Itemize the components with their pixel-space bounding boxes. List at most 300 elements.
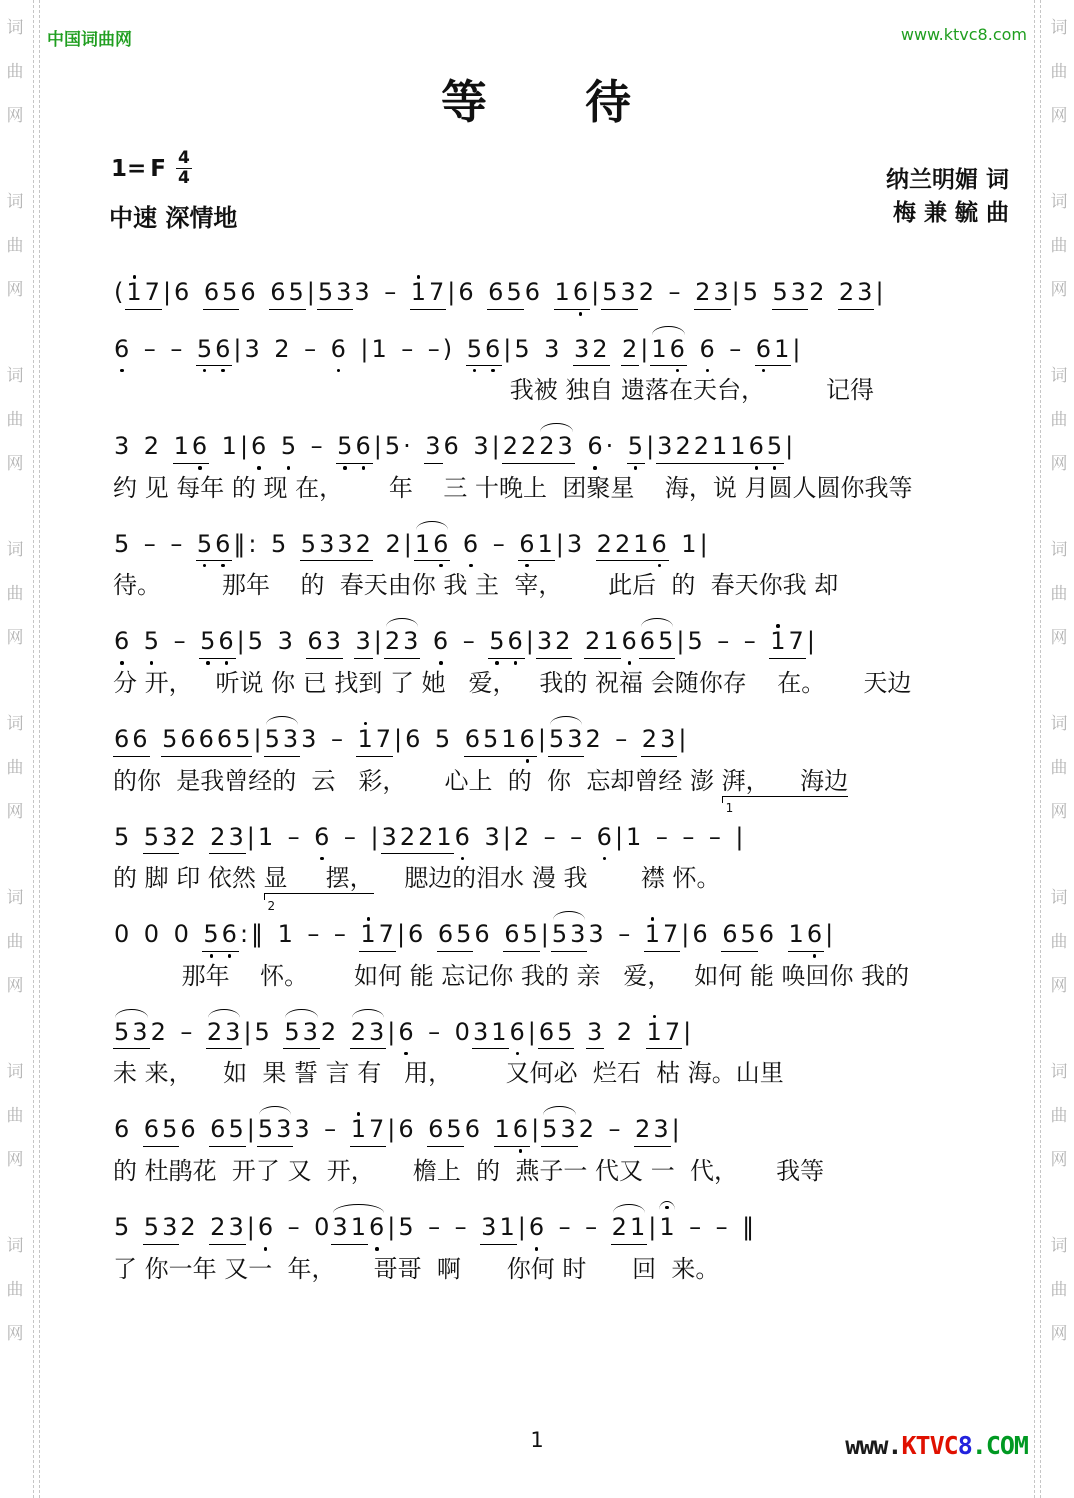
beam-group [427,1116,464,1147]
beam-group [206,1019,243,1050]
music-note: | [825,920,835,949]
music-line [113,906,971,952]
page-number: 1 [530,1428,544,1452]
music-note: 6 [462,529,480,558]
beam-group [356,726,393,757]
music-note: 3 [473,432,490,461]
site-url: www.ktvc8.com [900,25,1027,44]
beam-group [198,726,235,757]
watermark-char: 词 [1050,1062,1068,1082]
beam-group [639,628,676,659]
music-note: 5 [203,920,220,949]
slur-group [264,725,301,757]
music-note: 3 [337,529,354,558]
music-note: 1 [357,724,374,753]
music-note: | [731,278,741,306]
watermark-char: 词 [1050,540,1068,560]
music-note: 1 [712,432,729,461]
music-note: 5 [542,1115,559,1144]
music-note: – [618,920,632,949]
music-note: – [715,1212,729,1241]
music-note: 5 [114,1212,131,1241]
music-note: 0 [454,1017,471,1046]
music-note: – [330,724,344,753]
score-meta [45,150,1029,260]
music-note: – [428,1212,442,1241]
music-note: – [343,822,357,851]
music-note: 3 [162,1212,179,1241]
music-note: 3 [301,724,318,753]
beam-group [584,628,621,659]
music-note: 5 [337,432,354,461]
beam-group [772,279,809,310]
music-note: 1 [126,278,143,306]
music-note: 2 [143,432,161,461]
music-note: | [503,334,513,363]
beam-group [611,1214,648,1245]
music-note: | [525,627,535,656]
lyrics-segment: 了 你一年 又一 年， 哥哥 啊 你何 时 回 来。 [113,1254,720,1283]
music-note: 6 [408,920,425,949]
music-note: 3 [570,920,587,949]
key-letter: F [150,155,166,182]
music-note: – [324,1115,338,1144]
song-title: 等 待 [441,75,633,129]
watermark-char: 词 [6,1236,24,1256]
music-note: 1 [501,724,518,753]
music-note: | [699,529,709,558]
score-system [113,711,971,798]
music-note: 3 [368,1017,386,1046]
watermark-char: 词 [6,366,24,386]
music-note: – [143,529,157,558]
watermark-char: 词 [6,1062,24,1082]
music-note: 5 [482,724,500,753]
beam-group [500,726,537,757]
beam-group [548,726,585,757]
music-note: 1 [554,278,571,306]
lyrics-line [113,1156,971,1188]
music-note: | [233,334,243,363]
music-note: – [570,822,584,851]
music-note: – [310,432,324,461]
music-note: – [492,529,506,558]
music-note: 3 [566,529,584,558]
music-note: | [678,724,688,753]
music-note: 0 [114,920,131,949]
music-note: | [537,724,547,753]
music-note: 3 [332,1212,349,1241]
watermark-char: 曲 [6,1106,24,1126]
music-note: 1 [633,529,650,558]
beam-group [641,726,678,757]
beam-group [199,628,236,659]
music-note: 3 [557,432,574,461]
left-dashed-line [33,0,34,1498]
music-note: 1 [491,1017,508,1046]
music-note: | [640,334,650,363]
music-note: 2 [206,1017,224,1046]
beam-group [209,824,246,855]
watermark-group [0,528,30,660]
watermark-group [0,180,30,312]
beam-group [359,921,396,952]
beam-group [381,824,418,855]
music-note: 2 [418,822,435,851]
music-note: – [689,1212,703,1241]
music-note: 6 [758,920,776,949]
music-note: 6 [519,724,536,753]
music-note: 1 [360,920,377,949]
music-note: 5 [456,920,473,949]
music-note: 7 [375,724,393,753]
music-note: 2 [210,822,227,851]
lyrics-line [113,766,971,798]
music-note: 3 [276,1115,293,1144]
music-note: 3 [660,724,677,753]
music-note: – [615,724,629,753]
music-note: – [287,1212,301,1241]
music-note: 3 [657,432,674,461]
music-note: 6 [748,432,765,461]
music-note: 1 [414,529,432,558]
music-note: – [668,278,682,306]
beam-group [417,824,454,855]
music-note: 1 [221,432,238,461]
music-note: 3 [336,278,353,306]
music-note: | [502,822,512,851]
site-logo [845,1431,1028,1460]
music-note: 2 [180,1212,197,1241]
music-note: | [676,627,686,656]
music-note: | [239,432,250,461]
music-note: 5 [254,1017,271,1046]
music-note: 5 [162,1115,179,1144]
beam-group [551,921,588,952]
music-note: 6 [432,627,450,656]
beam-group [203,279,240,310]
music-note: | [531,1115,541,1144]
beam-group [283,1019,320,1050]
music-note: 1 [436,822,453,851]
music-note: 7 [368,1115,386,1144]
music-note: ‖ [233,529,247,558]
music-note: | [491,432,501,461]
music-note: 6 [428,1115,445,1144]
lyricist-credit: 纳兰明媚 词 [885,167,1009,193]
watermark-char: 网 [1050,280,1068,300]
music-note: – [462,627,476,656]
beam-group [650,336,687,367]
music-note: 5 [658,627,675,656]
music-note: | [387,1212,397,1241]
music-note: 6 [215,529,232,558]
music-note: – [608,1115,622,1144]
music-note: 6 [443,432,460,461]
music-note: 6 [215,334,232,363]
music-note: 3 [302,1017,319,1046]
music-note: 6 [722,920,739,949]
beam-group [384,628,421,659]
music-note: | [306,278,316,306]
beam-group [464,726,501,757]
music-note: – [333,920,347,949]
music-note: | [253,724,263,753]
watermark-char: 网 [6,976,24,996]
credits [886,164,1009,231]
music-note: 6 [484,334,502,363]
music-note: 6 [474,920,491,949]
beam-group [306,628,343,659]
watermark-group [1044,1224,1074,1356]
music-line [113,264,971,310]
beam-group [644,921,681,952]
lyrics-line [113,863,971,895]
music-note: 2 [584,627,602,656]
music-note: 5 [551,920,569,949]
music-note: | [735,822,745,851]
beam-group [769,628,806,659]
key-signature [111,150,192,187]
slur-group [257,1115,294,1147]
beam-group [466,336,503,367]
beam-group [656,433,693,464]
watermark-char: 网 [1050,1324,1068,1344]
right-border-watermark [1030,0,1074,1498]
music-note: | [517,1212,527,1241]
music-note: 0 [143,920,161,949]
top-bar [45,0,1029,50]
music-note: 3 [588,920,605,949]
music-note: ‖ [742,1212,756,1241]
music-note: | [246,822,256,851]
beam-group [693,433,730,464]
music-note: 3 [162,822,179,851]
music-note: 5 [280,432,298,461]
music-note: 6 [257,1212,275,1241]
beam-group [300,531,337,562]
left-border-watermark [0,0,44,1498]
music-note: 2 [635,1115,652,1144]
music-note: 6 [458,278,475,306]
music-note: 6 [191,432,209,461]
beam-group [518,531,555,562]
beam-group [354,628,372,659]
music-note: 3 [282,724,300,753]
music-note: 3 [713,278,730,306]
music-note: 1 [350,1212,367,1241]
beam-group [424,433,442,464]
music-note: 6 [240,278,257,306]
music-note: 7 [429,278,446,306]
beam-group [350,1116,387,1147]
watermark-char: 网 [1050,1150,1068,1170]
watermark-char: 词 [1050,888,1068,908]
music-note: 6 [355,432,372,461]
score-system [113,809,971,896]
music-note: 3 [857,278,874,306]
music-note: 1 [371,334,388,363]
music-line [113,711,971,757]
score-system [113,321,971,408]
music-note: 2 [693,432,710,461]
music-note: 2 [622,334,639,363]
music-note: 2 [585,724,602,753]
music-note: 6 [464,1115,481,1144]
lyrics-segment: 的 杜鹃花 开了 又 开， 檐上 的 燕子一 代又 一 代， 我等 [113,1156,825,1185]
music-line [113,1199,971,1245]
music-note: 5 [162,724,179,753]
beam-group [269,279,306,310]
music-note: 1 [730,432,747,461]
music-note: 3 [319,529,336,558]
slur-group [541,1115,578,1147]
watermark-char: 词 [1050,366,1068,386]
music-note: 1 [603,627,620,656]
slur-group [551,920,588,952]
music-note: | [785,432,795,461]
music-note: 3 [354,278,371,306]
beam-group [488,628,525,659]
music-note: 2 [150,1017,167,1046]
music-line [113,1004,971,1050]
music-note: 6 [464,724,481,753]
music-note: 3 [790,278,808,306]
beam-group [536,628,573,659]
beam-group [503,921,540,952]
slur-group [538,432,575,464]
music-note: 6 [519,529,536,558]
music-note: 6 [538,1017,556,1046]
music-note: 2 [638,278,656,306]
music-note: 2 [596,529,613,558]
music-note: 5 [627,432,645,461]
watermark-group [0,354,30,486]
music-note: 6 [669,334,686,363]
music-note: | [614,822,625,851]
slur-group [350,1018,387,1050]
score-system [113,1199,971,1286]
music-note: – [543,822,557,851]
beam-group [113,726,150,757]
score-system [113,418,971,505]
beam-group [596,531,633,562]
music-note: – [682,822,696,851]
music-note: 3 [544,334,561,363]
watermark-char: 网 [6,280,24,300]
music-note: 6 [270,278,287,306]
beam-group [209,1116,246,1147]
music-note: 5 [506,278,523,306]
music-note: · [403,432,412,461]
lyrics-line [113,1058,971,1090]
music-note: 5 [200,627,217,656]
music-note: 3 [403,627,420,656]
music-note: – [401,334,415,363]
music-note: 6 [524,278,542,306]
beam-group [729,433,766,464]
lyrics-segment: 待。 那年 的 春天由你 我 主 宰， 此后 的 春天你我 却 [113,571,839,600]
volta-ending: 湃， 海边 1 [722,767,849,797]
music-note: | [396,920,407,949]
watermark-group [0,6,30,138]
beam-group [721,921,758,952]
music-note: 3 [484,822,501,851]
slur-group [639,627,676,659]
music-note: 6 [114,334,131,363]
watermark-char: 网 [1050,976,1068,996]
watermark-char: 曲 [1050,236,1068,256]
watermark-char: 词 [1050,18,1068,38]
watermark-char: 网 [1050,802,1068,822]
music-note: 5 [557,1017,574,1046]
logo-part: www. [845,1431,902,1460]
music-note: – [428,1017,442,1046]
music-note: ) [442,334,454,363]
music-line [113,809,971,855]
music-note: 5 [196,334,214,363]
music-note: 2 [611,1212,628,1241]
music-note: 3 [586,1017,604,1046]
watermark-char: 词 [1050,714,1068,734]
meter-numerator: 4 [178,148,190,168]
music-note: 6 [218,627,235,656]
watermark-group [0,702,30,834]
music-note: | [591,278,601,306]
music-note: – [729,334,743,363]
music-note: 1 [770,627,787,656]
music-note: 1 [626,822,643,851]
music-note: 3 [294,1115,311,1144]
music-line [113,321,971,367]
music-note: 1 [257,822,275,851]
lyrics-line [113,375,971,407]
music-note: 6 [504,920,521,949]
beam-group [634,1116,671,1147]
key-prefix: 1= [111,155,147,182]
music-note: 5 [300,529,318,558]
watermark-group [1044,1050,1074,1182]
music-note: | [394,724,404,753]
music-note: 2 [616,1017,634,1046]
music-note: 1 [651,334,668,363]
music-note: – [743,627,757,656]
notation-area [113,264,971,1286]
music-note: 3 [114,432,131,461]
music-note: – [384,278,398,306]
music-note: 5 [317,278,335,306]
music-note: 5 [514,334,531,363]
watermark-char: 网 [1050,454,1068,474]
music-note: 1 [644,920,662,949]
slur-group [611,1213,648,1245]
music-note: 6 [198,724,215,753]
beam-group [202,921,239,952]
music-note: ‖ [251,920,265,949]
music-note: 5 [271,529,288,558]
music-note: 3 [325,627,342,656]
music-note: 5 [264,724,281,753]
watermark-group [1044,6,1074,138]
music-note: 1 [350,1115,367,1144]
music-note: 5 [114,529,131,558]
beam-group [601,279,638,310]
score-system [113,613,971,700]
music-note: 6 [251,432,268,461]
score-system [113,264,971,310]
watermark-char: 词 [6,714,24,734]
lyrics-segment: 分 开， 听说 你 已 找到 了 她 爱， 我的 祝福 会随你存 在。 天边 [113,668,912,697]
